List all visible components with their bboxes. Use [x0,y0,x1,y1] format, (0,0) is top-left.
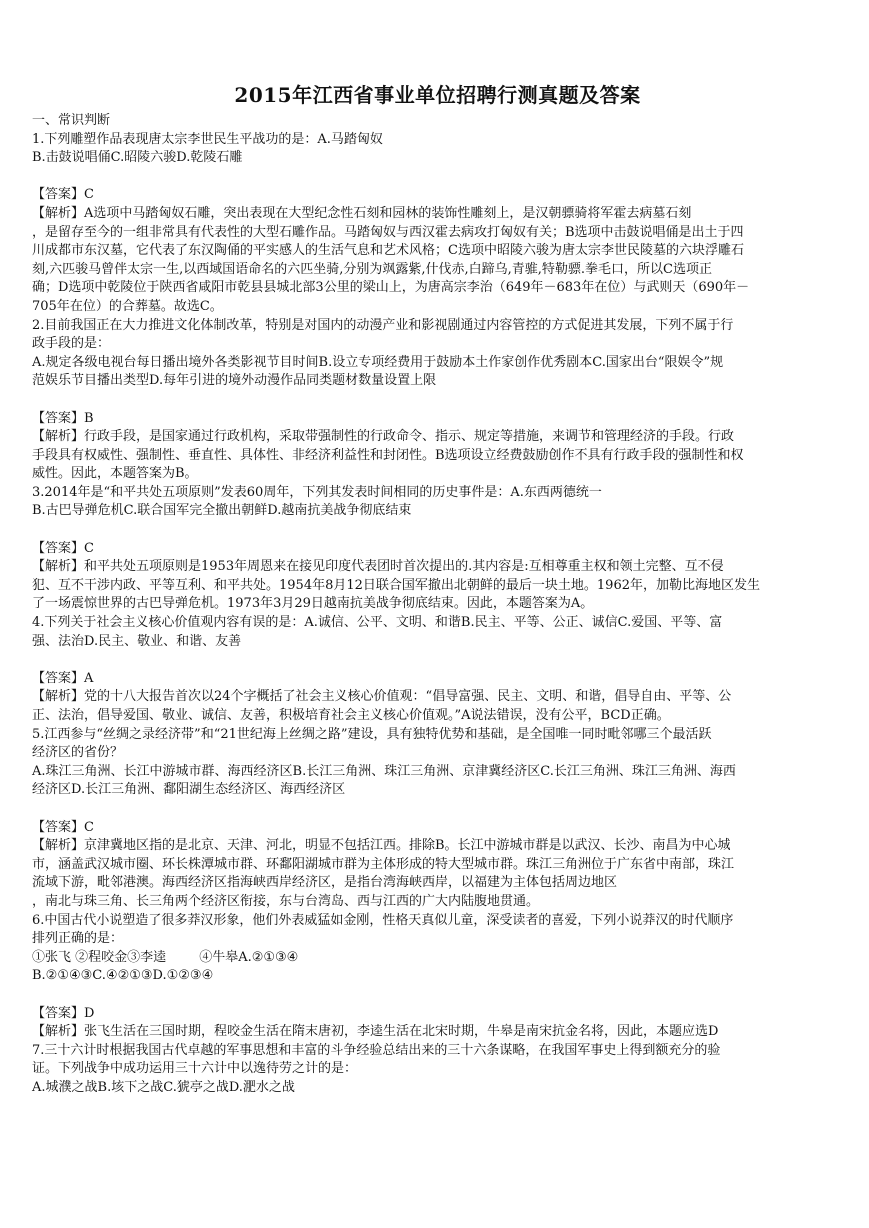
answer-line: 【答案】C [32,819,94,835]
analysis-line: 【解析】A选项中马踏匈奴石雕，突出表现在大型纪念性石刻和园林的装饰性雕刻上，是汉朝骠骑将军霍去病墓石刻 [32,205,692,221]
text-line: 了一场震惊世界的古巴导弹危机。1973年3月29日越南抗美战争彻底结束。因此，本题答案为A。 [32,596,594,612]
text-line: 经济区的省份？ [32,745,124,761]
text-line: 政手段的是： [32,336,111,352]
text-line: B.击鼓说唱俑C.昭陵六骏D.乾陵石雕 [32,150,243,166]
answer-line: 【答案】D [32,1005,95,1021]
section-heading: 一、常识判断 [32,113,111,128]
analysis-line: 【解析】张飞生活在三国时期，程咬金生活在隋末唐初，李逵生活在北宋时期，牛皋是南宋抗金名将，因此，本题应选D [32,1024,719,1040]
text-line: 流域下游，毗邻港澳。海西经济区指海峡西岸经济区，是指台湾海峡西岸，以福建为主体包括周边地区 [32,875,618,891]
question-line: 5.江西参与“丝绸之录经济带”和“21世纪海上丝绸之路”建设，具有独特优势和基础，是全国唯一同时毗邻哪三个最活跃 [32,726,712,742]
text-line: 市，涵盖武汉城市圈、环长株潭城市群、环鄱阳湖城市群为主体形成的特大型城市群。珠江三角洲位于广东省中南部，珠江 [32,856,735,872]
text-line: 威性。因此，本题答案为B。 [32,466,198,482]
analysis-line: 【解析】党的十八大报告首次以24个字概括了社会主义核心价值观：“倡导富强、民主、文明、和谐，倡导自由、平等、公 [32,689,732,705]
blank-line [32,521,843,540]
question-line: 7.三十六计时根据我国古代卓越的军事思想和丰富的斗争经验总结出来的三十六条谋略，在我国军事史上得到额充分的验 [32,1042,721,1058]
answer-line: 【答案】B [32,410,94,426]
question-line: 3.2014年是“和平共处五项原则”发表60周年，下列其发表时间相同的历史事件是：A.东西两德统一 [32,484,602,500]
text-line: 川成都市东汉墓，它代表了东汉陶俑的平实感人的生活气息和艺术风格；C选项中昭陵六骏为唐太宗李世民陵墓的六块浮雕石 [32,243,744,259]
text-line: 排列正确的是： [32,931,124,947]
answer-line: 【答案】A [32,670,94,686]
text-line: ，南北与珠三角、长三角两个经济区衔接，东与台湾岛、西与江西的广大内陆腹地贯通。 [32,893,540,909]
document-title: 2015年江西省事业单位招聘行测真题及答案 [234,83,641,107]
text-line: 正、法治，倡导爱国、敬业、诚信、友善，积极培育社会主义核心价值观。”A说法错误，没有公平，BCD正确。 [32,708,670,723]
text-line: 犯、互不干涉内政、平等互利、和平共处。1954年8月12日联合国军撤出北朝鲜的最后一块土地。1962年，加勒比海地区发生 [32,577,760,593]
question-line: 6.中国古代小说塑造了很多莽汉形象，他们外表威猛如金刚，性格天真似儿童，深受读者的喜爱，下列小说莽汉的时代顺序 [32,912,734,928]
analysis-line: 【解析】行政手段，是国家通过行政机构，采取带强制性的行政命令、指示、规定等措施，来调节和管理经济的手段。行政 [32,429,735,445]
answer-line: 【答案】C [32,540,94,556]
text-line: ，是留存至今的一组非常具有代表性的大型石雕作品。马踏匈奴与西汉霍去病攻打匈奴有关；B选项中击鼓说唱俑是出土于四 [32,224,744,240]
blank-line [32,986,843,1005]
text-line: B.②①④③C.④②①③D.①②③④ [32,968,214,984]
blank-line [32,800,843,819]
question-line: 1.下列雕塑作品表现唐太宗李世民生平战功的是：A.马踏匈奴 [32,131,383,147]
text-line: 经济区D.长江三角洲、鄱阳湖生态经济区、海西经济区 [32,782,346,798]
analysis-line: 【解析】和平共处五项原则是1953年周恩来在接见印度代表团时首次提出的.其内容是:互相尊重主权和领土完整、互不侵 [32,559,724,575]
document-body [32,112,843,1097]
question-line: 2.目前我国正在大力推进文化体制改革，特别是对国内的动漫产业和影视剧通过内容管控的方式促进其发展，下列不属于行 [32,317,734,333]
question-line: 4.下列关于社会主义核心价值观内容有误的是：A.诚信、公平、文明、和谐B.民主、平等、公正、诚信C.爱国、平等、富 [32,615,723,631]
text-line: 证。下列战争中成功运用三十六计中以逸待劳之计的是： [32,1061,358,1077]
text-line: ①张飞 ②程咬金③李逵 ④牛皋A.②①③④ [32,949,299,965]
text-line: A.城濮之战B.垓下之战C.猇亭之战D.淝水之战 [32,1079,295,1095]
text-line: 刻,六匹骏马曾伴太宗一生,以西域国语命名的六匹坐骑,分别为飒露紫,什伐赤,白蹄乌,青骓,特勒骠.拳毛口，所以C选项正 [32,261,713,277]
blank-line [32,391,843,410]
text-line: 确；D选项中乾陵位于陕西省咸阳市乾县县城北部3公里的梁山上，为唐高宗李治（649年－683年在位）与武则天（690年－ [32,280,750,296]
text-line: 强、法治D.民主、敬业、和谐、友善 [32,633,242,649]
answer-line: 【答案】C [32,187,94,203]
analysis-line: 【解析】京津冀地区指的是北京、天津、河北，明显不包括江西。排除B。长江中游城市群是以武汉、长沙、南昌为中心城 [32,838,731,854]
text-line: B.古巴导弹危机C.联合国军完全撤出朝鲜D.越南抗美战争彻底结束 [32,503,412,519]
text-line: 手段具有权威性、强制性、垂直性、具体性、非经济利益性和封闭性。B选项设立经费鼓励创作不具有行政手段的强制性和权 [32,447,744,463]
text-line: 705年在位）的合葬墓。故选C。 [32,298,223,314]
blank-line [32,168,843,187]
text-line: A.珠江三角洲、长江中游城市群、海西经济区B.长江三角洲、珠江三角洲、京津冀经济区C.长江三角洲、珠江三角洲、海西 [32,763,736,779]
text-line: 范娱乐节目播出类型D.每年引进的境外动漫作品同类题材数量设置上限 [32,373,437,389]
text-line: A.规定各级电视台每日播出境外各类影视节目时间B.设立专项经费用于鼓励本土作家创作优秀剧本C.国家出台“限娱令”规 [32,354,724,370]
blank-line [32,651,843,670]
